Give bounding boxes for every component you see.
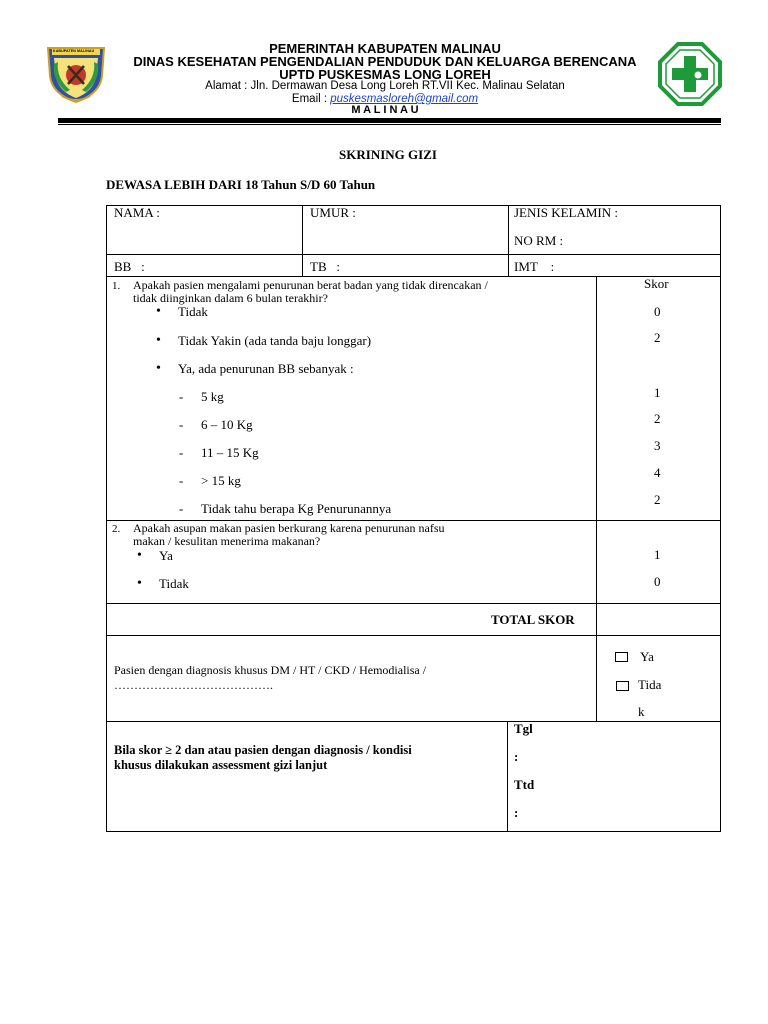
q1-option-ya[interactable]: • Ya, ada penurunan BB sebanyak : bbox=[178, 361, 354, 377]
footer-tgl-colon[interactable]: : bbox=[514, 749, 519, 764]
footer-instruction-line1: Bila skor ≥ 2 dan atau pasien dengan diagnosis / kondisi bbox=[114, 743, 412, 757]
q1-sub-option-5kg[interactable]: - 5 kg bbox=[201, 389, 224, 405]
header-city: M A L I N A U bbox=[351, 104, 419, 116]
q2-bottom-rule bbox=[106, 603, 721, 604]
q1-number: 1. bbox=[112, 280, 121, 292]
footer-tgl-label: Tgl bbox=[514, 721, 533, 736]
page-subtitle: DEWASA LEBIH DARI 18 Tahun S/D 60 Tahun bbox=[106, 177, 376, 192]
q1-score-tidak-yakin: 2 bbox=[654, 330, 661, 345]
footer-col-divider bbox=[507, 721, 508, 832]
diagnosis-ya-label: Ya bbox=[640, 649, 654, 664]
logo-caption: KABUPATEN MALINAU bbox=[53, 49, 95, 53]
email-label: Email : bbox=[291, 93, 331, 105]
identity-col-divider-2 bbox=[508, 205, 509, 277]
header-government: PEMERINTAH KABUPATEN MALINAU bbox=[269, 41, 501, 56]
q1-sub-score-unknown: 2 bbox=[654, 492, 661, 507]
q2-option-tidak[interactable]: • Tidak bbox=[159, 576, 189, 592]
q1-sub-option-6-10kg[interactable]: - 6 – 10 Kg bbox=[201, 417, 253, 433]
footer-ttd-label: Ttd bbox=[514, 777, 535, 792]
puskesmas-logo bbox=[658, 42, 722, 106]
q1-text-line2: tidak diinginkan dalam 6 bulan terakhir? bbox=[133, 291, 328, 305]
identity-table bbox=[106, 205, 721, 277]
malinau-regency-logo bbox=[44, 42, 108, 104]
field-bb[interactable]: BB : bbox=[114, 259, 145, 274]
diagnosis-bottom-rule bbox=[106, 721, 721, 722]
q2-score-ya: 1 bbox=[654, 547, 661, 562]
q1-sub-score-11-15kg: 3 bbox=[654, 438, 661, 453]
q1-sub-option-unknown[interactable]: - Tidak tahu berapa Kg Penurunannya bbox=[201, 501, 391, 517]
field-jenis-kelamin[interactable]: JENIS KELAMIN : bbox=[514, 205, 618, 220]
diagnosis-tidak-label-part1: Tida bbox=[638, 677, 662, 692]
q1-option-tidak-yakin[interactable]: • Tidak Yakin (ada tanda baju longgar) bbox=[178, 333, 371, 349]
total-score-label: TOTAL SKOR bbox=[491, 612, 575, 627]
q2-option-ya[interactable]: • Ya bbox=[159, 548, 173, 564]
q1-text-line1: Apakah pasien mengalami penurunan berat badan yang tidak direncakan / bbox=[133, 278, 488, 292]
email-link[interactable]: puskesmasloreh@gmail.com bbox=[330, 93, 479, 105]
identity-col-divider-1 bbox=[302, 205, 303, 277]
diagnosis-ya-checkbox[interactable] bbox=[615, 652, 628, 662]
q1-sub-score-over15kg: 4 bbox=[654, 465, 661, 480]
header-thick-rule bbox=[58, 118, 721, 123]
q1-option-tidak[interactable]: • Tidak bbox=[178, 304, 208, 320]
header-department: DINAS KESEHATAN PENGENDALIAN PENDUDUK DAN KELUARGA BERENCANA bbox=[133, 54, 637, 69]
page-title: SKRINING GIZI bbox=[339, 147, 437, 162]
field-no-rm[interactable]: NO RM : bbox=[514, 233, 564, 248]
q2-score-tidak: 0 bbox=[654, 574, 661, 589]
footer-ttd-colon[interactable]: : bbox=[514, 805, 519, 820]
field-nama[interactable]: NAMA : bbox=[114, 205, 160, 220]
score-header: Skor bbox=[644, 276, 669, 291]
q1-sub-option-11-15kg[interactable]: - 11 – 15 Kg bbox=[201, 445, 259, 461]
header-unit: UPTD PUSKESMAS LONG LOREH bbox=[279, 67, 491, 82]
diagnosis-tidak-label-part2: k bbox=[638, 704, 645, 719]
diagnosis-text-line1: Pasien dengan diagnosis khusus DM / HT / CKD / Hemodialisa / bbox=[114, 663, 427, 677]
q1-score-tidak: 0 bbox=[654, 304, 661, 319]
q1-sub-score-6-10kg: 2 bbox=[654, 411, 661, 426]
diagnosis-tidak-checkbox[interactable] bbox=[616, 681, 629, 691]
q1-sub-score-5kg: 1 bbox=[654, 385, 661, 400]
q1-sub-option-over15kg[interactable]: - > 15 kg bbox=[201, 473, 241, 489]
total-score-value[interactable] bbox=[600, 607, 718, 631]
q2-text-line1: Apakah asupan makan pasien berkurang karena penurunan nafsu bbox=[133, 521, 445, 535]
field-umur[interactable]: UMUR : bbox=[310, 205, 356, 220]
footer-instruction-line2: khusus dilakukan assessment gizi lanjut bbox=[114, 758, 328, 772]
total-bottom-rule bbox=[106, 635, 721, 636]
diagnosis-text-line2: …………………………………. bbox=[114, 678, 273, 692]
identity-row-divider bbox=[106, 254, 721, 255]
header-thin-rule bbox=[58, 124, 721, 125]
field-tb[interactable]: TB : bbox=[310, 259, 340, 274]
score-col-divider bbox=[596, 276, 597, 722]
q2-number: 2. bbox=[112, 523, 121, 535]
header-address: Alamat : Jln. Dermawan Desa Long Loreh RT.VII Kec. Malinau Selatan bbox=[205, 80, 565, 92]
q2-text-line2: makan / kesulitan menerima makanan? bbox=[133, 534, 321, 548]
field-imt[interactable]: IMT : bbox=[514, 259, 555, 274]
